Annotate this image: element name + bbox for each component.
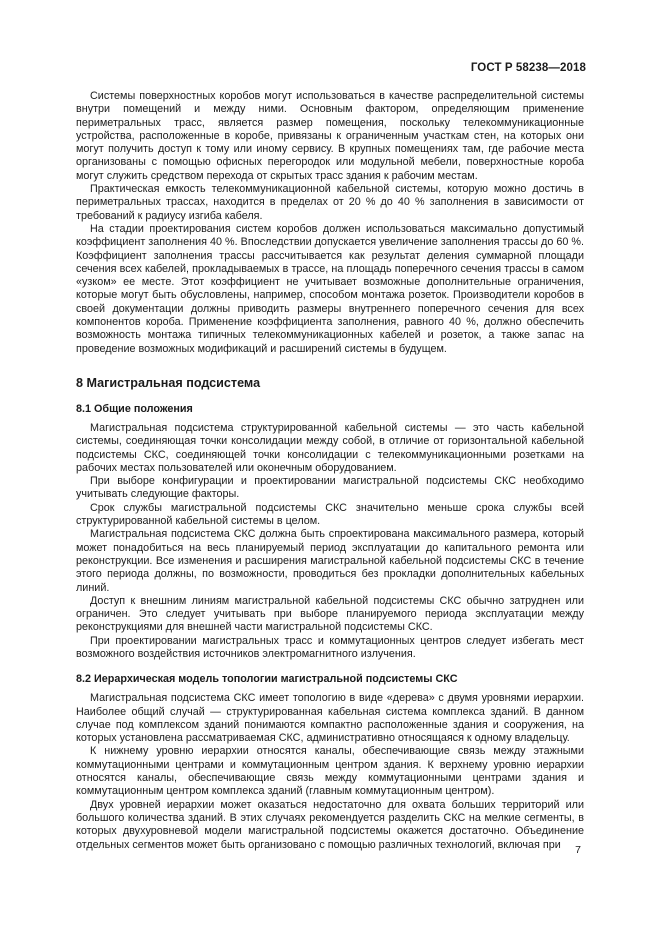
paragraph: Практическая емкость телекоммуникационной кабельной системы, которую можно достичь в периметральных трассах, находится в пределах от 20 % до 40 % заполнения в зависимости от требований к радиусу изгиба кабеля. <box>76 183 584 222</box>
paragraph: При проектировании магистральных трасс и коммутационных центров следует избегать мест возможного воздействия источников электромагнитного излучения. <box>76 634 584 660</box>
document-header-id: ГОСТ Р 58238—2018 <box>470 62 586 74</box>
section-heading: 8 Магистральная подсистема <box>76 375 261 390</box>
subsection-heading: 8.1 Общие положения <box>76 402 193 415</box>
paragraph: Срок службы магистральной подсистемы СКС значительно меньше срока службы всей структурированной кабельной системы в целом. <box>76 501 584 528</box>
paragraph: При выборе конфигурации и проектировании магистральной подсистемы СКС необходимо учитывать следующие факторы. <box>76 475 584 501</box>
subsection-heading: 8.2 Иерархическая модель топологии магистральной подсистемы СКС <box>76 673 458 686</box>
paragraph: На стадии проектирования систем коробов должен использоваться максимально допустимый коэффициент заполнения 40 %. Впоследствии допускается увеличение заполнения трассы до 60 %. Коэффициент заполнения трассы рассчитывается как результат деления суммарной площади сечения всех кабелей, прокладываемых в трассе, на площадь поперечного сечения трассы в самом «узком» ее месте. Этот коэффициент не учитывает возможные дополнительные ограничения, которые могут быть обусловлены, например, способом монтажа розеток. Производители коробов в своей документации должны приводить размеры внутреннего поперечного сечения для всех компонентов короба. Применение коэффициента заполнения, равного 40 %, должно обеспечить возможность монтажа типичных телекоммуникационных кабелей и розеток, а также запас на проведение возможных модификаций и расширений системы в будущем. <box>76 222 584 355</box>
paragraph: Доступ к внешним линиям магистральной кабельной подсистемы СКС обычно затруднен или ограничен. Это следует учитывать при выборе планируемого периода эксплуатации между реконструкциями для внешней части магистральной подсистемы СКС. <box>76 594 584 634</box>
paragraph: Магистральная подсистема СКС должна быть спроектирована максимального размера, который может понадобиться на весь планируемый период эксплуатации до капитального ремонта или реконструкции. Все изменения и расширения магистральной кабельной подсистемы СКС в течение этого периода должны, по возможности, проводиться без прокладки дополнительных кабельных линий. <box>76 528 584 594</box>
page-number: 7 <box>575 844 581 856</box>
paragraph: Двух уровней иерархии может оказаться недостаточно для охвата больших территорий или большого количества зданий. В этих случаях рекомендуется разделить СКС на мелкие сегменты, в которых двухуровневой модели магистральной подсистемы окажется достаточно. Объединение отдельных сегментов может быть организовано с помощью различных технологий, включая при <box>76 798 584 851</box>
paragraph: Магистральная подсистема СКС имеет топологию в виде «дерева» с двумя уровнями иерархии. Наиболее общий случай — структурированная кабельная система комплекса зданий. В данном случае под комплексом зданий понимаются компактно расположенные здания и сооружения, на которых установлена рассматриваемая СКС, административно относящаяся к одному владельцу. <box>76 692 584 745</box>
paragraph: Магистральная подсистема структурированной кабельной системы — это часть кабельной системы, соединяющая точки консолидации между собой, в отличие от горизонтальной кабельной подсистемы СКС, соединяющей точки консолидации с телекоммуникационными розетками на рабочих местах пользователей или оконечным оборудованием. <box>76 421 584 474</box>
paragraph: Системы поверхностных коробов могут использоваться в качестве распределительной системы внутри помещений и между ними. Основным фактором, определяющим применение периметральных трасс, является размер помещения, поскольку телекоммуникационные устройства, расположенные в коробе, привязаны к ограниченным участкам стен, на которых они могут получить доступ к тому или иному сервису. В крупных помещениях там, где рабочие места организованы с помощью офисных перегородок или модульной мебели, поверхностные короба могут служить средством перехода от скрытых трасс здания к рабочим местам. <box>76 90 584 182</box>
paragraph: К нижнему уровню иерархии относятся каналы, обеспечивающие связь между этажными коммутационными центрами и коммутационным центром здания. К верхнему уровню иерархии относятся каналы, обеспечивающие связь между коммутационными центрами здания и коммутационным центром комплекса зданий (главным коммутационным центром). <box>76 745 584 798</box>
page-body <box>76 90 584 852</box>
